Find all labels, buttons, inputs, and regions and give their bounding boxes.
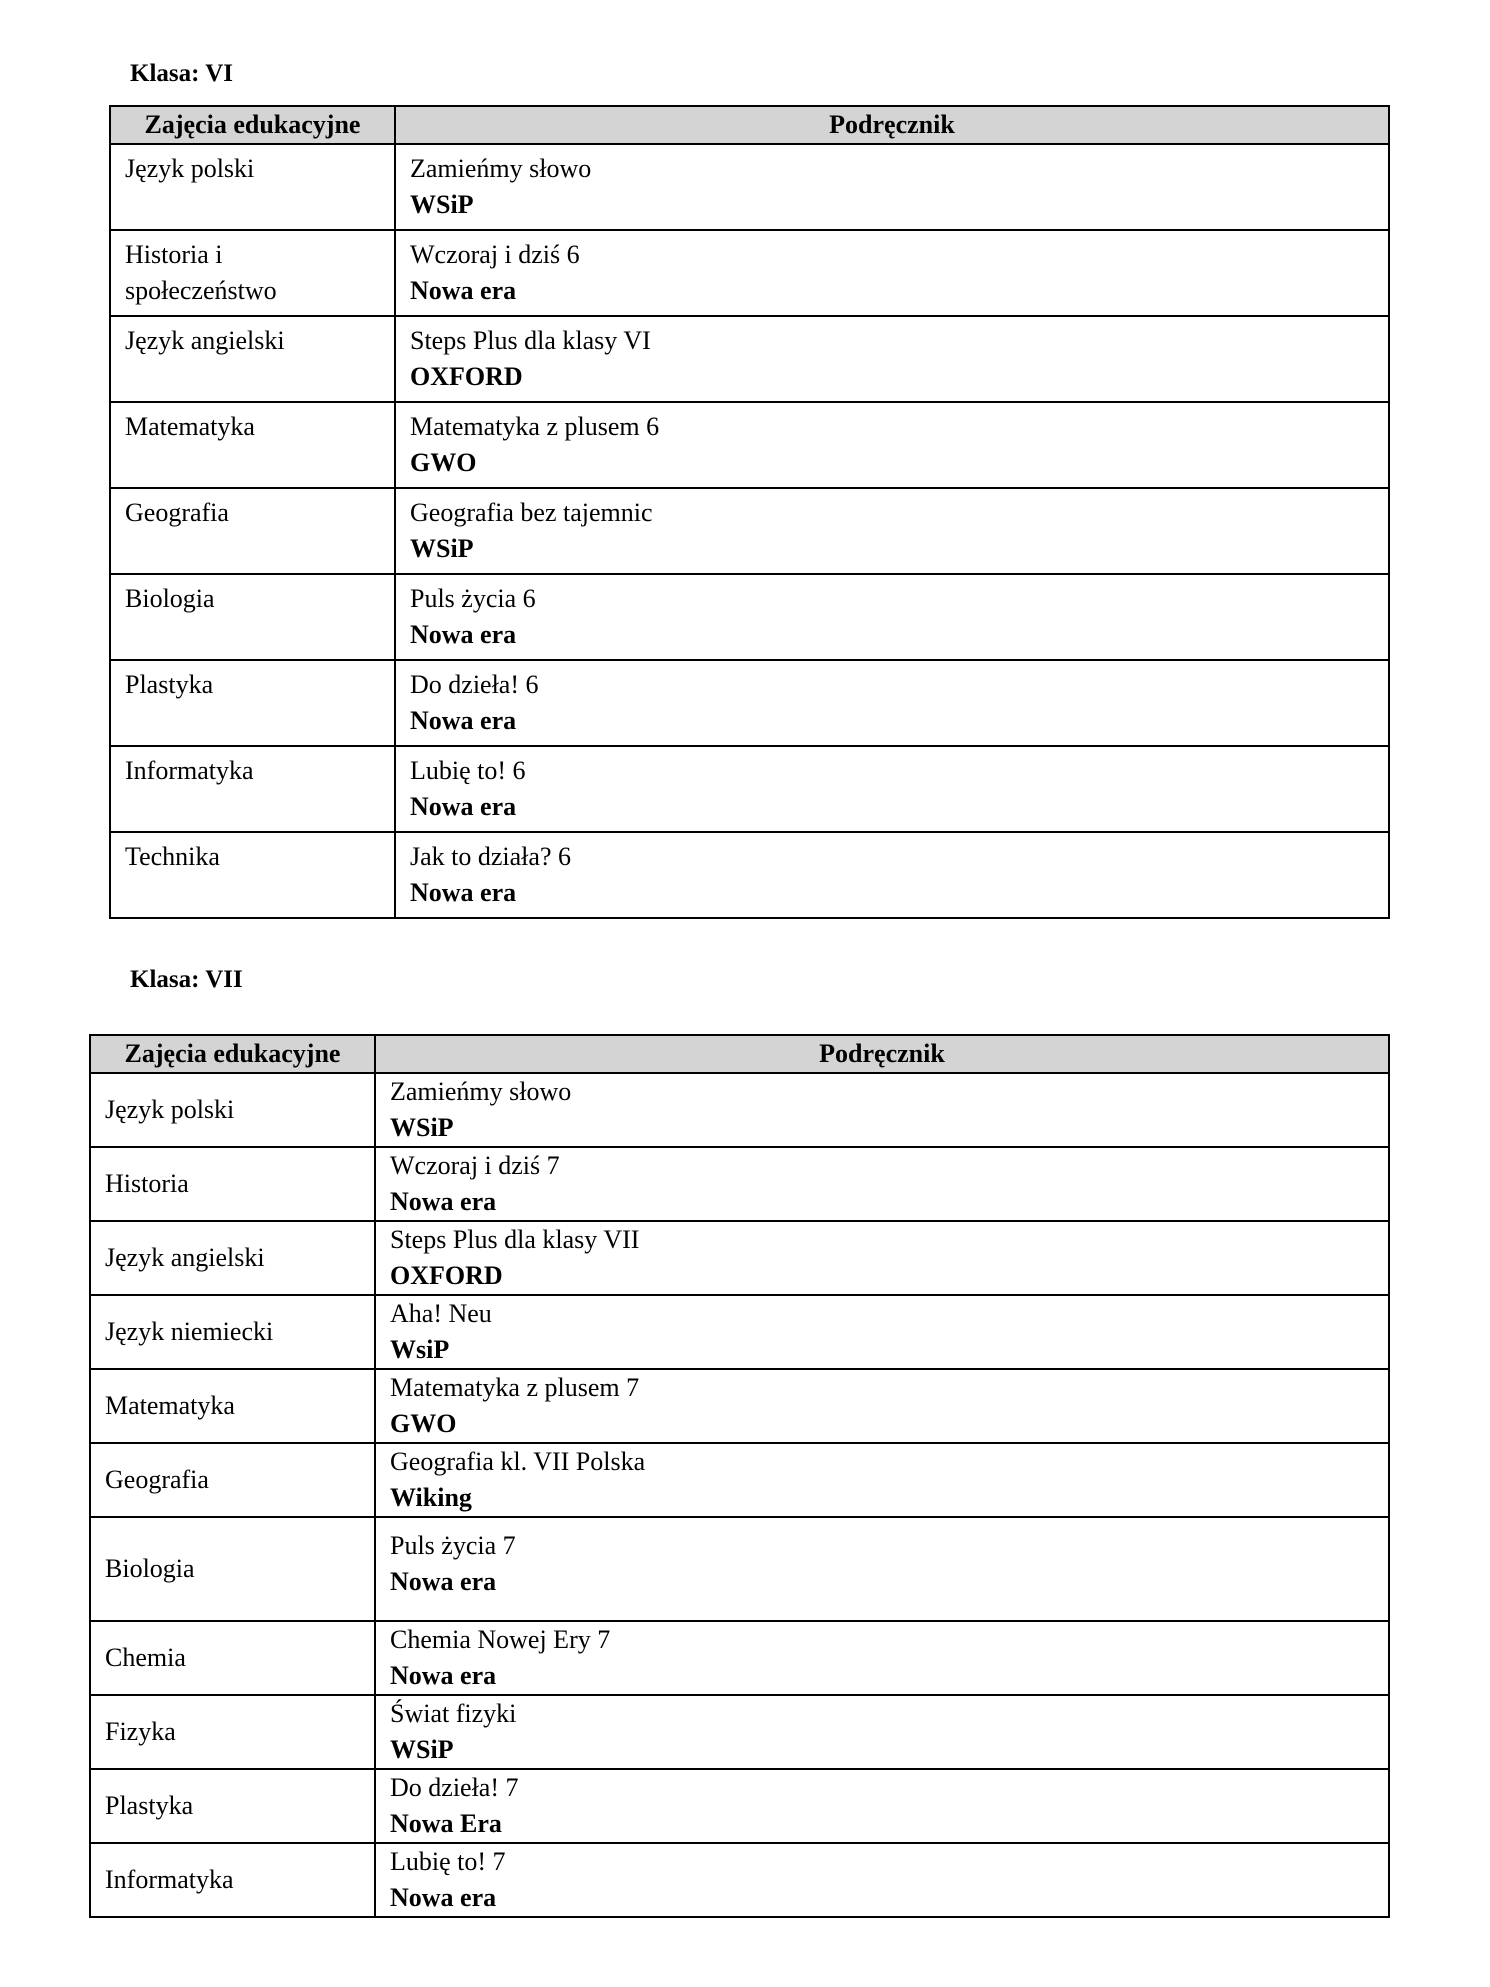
subject-cell: Biologia xyxy=(110,574,395,660)
class-heading-vi: Klasa: VI xyxy=(130,60,234,87)
publisher: GWO xyxy=(390,1409,457,1438)
textbook-cell xyxy=(395,144,1389,230)
textbook-cell xyxy=(375,1221,1389,1295)
book-title: Do dzieła! 6 xyxy=(410,670,539,699)
textbook-cell xyxy=(375,1621,1389,1695)
subject-cell: Język polski xyxy=(90,1073,375,1147)
textbook-cell xyxy=(395,832,1389,918)
table-row xyxy=(110,488,1389,574)
book-title: Jak to działa? 6 xyxy=(410,842,571,871)
textbook-cell xyxy=(375,1843,1389,1917)
textbook-cell xyxy=(375,1695,1389,1769)
table-row xyxy=(90,1621,1389,1695)
textbook-table-vi xyxy=(109,105,1390,919)
textbook-cell xyxy=(375,1073,1389,1147)
publisher: Nowa era xyxy=(390,1567,497,1596)
textbook-cell xyxy=(395,402,1389,488)
book-title: Do dzieła! 7 xyxy=(390,1773,519,1802)
book-title: Steps Plus dla klasy VI xyxy=(410,326,651,355)
class-heading-vii: Klasa: VII xyxy=(130,966,243,993)
textbook-cell xyxy=(375,1443,1389,1517)
book-title: Matematyka z plusem 7 xyxy=(390,1373,640,1402)
textbook-cell xyxy=(375,1369,1389,1443)
publisher: Nowa era xyxy=(410,620,517,649)
table-row xyxy=(110,574,1389,660)
textbook-cell xyxy=(395,574,1389,660)
textbook-cell xyxy=(395,230,1389,316)
book-title: Geografia kl. VII Polska xyxy=(390,1447,646,1476)
subject-cell: Plastyka xyxy=(90,1769,375,1843)
table-row xyxy=(110,832,1389,918)
publisher: Nowa era xyxy=(410,706,517,735)
subject-cell: Matematyka xyxy=(90,1369,375,1443)
table-row xyxy=(110,746,1389,832)
publisher: Nowa era xyxy=(410,276,517,305)
table-row xyxy=(90,1295,1389,1369)
publisher: Nowa Era xyxy=(390,1809,502,1838)
publisher: WSiP xyxy=(390,1735,454,1764)
textbook-cell xyxy=(395,660,1389,746)
table-row xyxy=(110,144,1389,230)
subject-cell: Historia xyxy=(90,1147,375,1221)
subject-cell: Informatyka xyxy=(110,746,395,832)
table-row xyxy=(90,1843,1389,1917)
publisher: Nowa era xyxy=(390,1187,497,1216)
subject-cell: Język niemiecki xyxy=(90,1295,375,1369)
book-title: Puls życia 7 xyxy=(390,1531,516,1560)
publisher: Wiking xyxy=(390,1483,472,1512)
subject-cell: Język polski xyxy=(110,144,395,230)
table-row xyxy=(110,316,1389,402)
textbook-cell xyxy=(375,1295,1389,1369)
table-row xyxy=(90,1369,1389,1443)
subject-cell: Język angielski xyxy=(110,316,395,402)
book-title: Puls życia 6 xyxy=(410,584,536,613)
subject-cell: Matematyka xyxy=(110,402,395,488)
subject-cell: Historia i społeczeństwo xyxy=(110,230,395,316)
table-row xyxy=(90,1517,1389,1621)
subject-cell: Biologia xyxy=(90,1517,375,1621)
subject-cell: Technika xyxy=(110,832,395,918)
table-row xyxy=(90,1073,1389,1147)
textbook-cell xyxy=(375,1147,1389,1221)
publisher: Nowa era xyxy=(390,1661,497,1690)
table-row xyxy=(90,1147,1389,1221)
subject-cell: Geografia xyxy=(110,488,395,574)
table-header-row xyxy=(110,106,1389,144)
subject-cell: Informatyka xyxy=(90,1843,375,1917)
publisher: WSiP xyxy=(390,1113,454,1142)
book-title: Geografia bez tajemnic xyxy=(410,498,653,527)
table-row xyxy=(110,660,1389,746)
subject-cell: Chemia xyxy=(90,1621,375,1695)
book-title: Świat fizyki xyxy=(390,1699,517,1728)
table-row xyxy=(90,1769,1389,1843)
publisher: GWO xyxy=(410,448,477,477)
publisher: WSiP xyxy=(410,534,474,563)
book-title: Chemia Nowej Ery 7 xyxy=(390,1625,611,1654)
book-title: Wczoraj i dziś 6 xyxy=(410,240,580,269)
book-title: Matematyka z plusem 6 xyxy=(410,412,660,441)
book-title: Zamieńmy słowo xyxy=(390,1077,572,1106)
publisher: OXFORD xyxy=(390,1261,503,1290)
book-title: Steps Plus dla klasy VII xyxy=(390,1225,640,1254)
table-row xyxy=(90,1443,1389,1517)
subject-cell: Język angielski xyxy=(90,1221,375,1295)
book-title: Wczoraj i dziś 7 xyxy=(390,1151,560,1180)
book-title: Aha! Neu xyxy=(390,1299,492,1328)
textbook-cell xyxy=(375,1517,1389,1621)
subject-cell: Geografia xyxy=(90,1443,375,1517)
table-row xyxy=(90,1221,1389,1295)
publisher: WsiP xyxy=(390,1335,450,1364)
publisher: Nowa era xyxy=(410,878,517,907)
column-header-subject: Zajęcia edukacyjne xyxy=(110,106,395,144)
publisher: Nowa era xyxy=(410,792,517,821)
column-header-subject: Zajęcia edukacyjne xyxy=(90,1035,375,1073)
column-header-textbook: Podręcznik xyxy=(375,1035,1389,1073)
publisher: WSiP xyxy=(410,190,474,219)
table-row xyxy=(110,230,1389,316)
book-title: Lubię to! 7 xyxy=(390,1847,506,1876)
table-row xyxy=(90,1695,1389,1769)
textbook-cell xyxy=(395,316,1389,402)
book-title: Lubię to! 6 xyxy=(410,756,526,785)
book-title: Zamieńmy słowo xyxy=(410,154,592,183)
textbook-cell xyxy=(395,488,1389,574)
textbook-cell xyxy=(395,746,1389,832)
column-header-textbook: Podręcznik xyxy=(395,106,1389,144)
textbook-table-vii xyxy=(89,1034,1390,1918)
publisher: Nowa era xyxy=(390,1883,497,1912)
table-row xyxy=(110,402,1389,488)
table-header-row xyxy=(90,1035,1389,1073)
publisher: OXFORD xyxy=(410,362,523,391)
textbook-cell xyxy=(375,1769,1389,1843)
subject-cell: Fizyka xyxy=(90,1695,375,1769)
subject-cell: Plastyka xyxy=(110,660,395,746)
